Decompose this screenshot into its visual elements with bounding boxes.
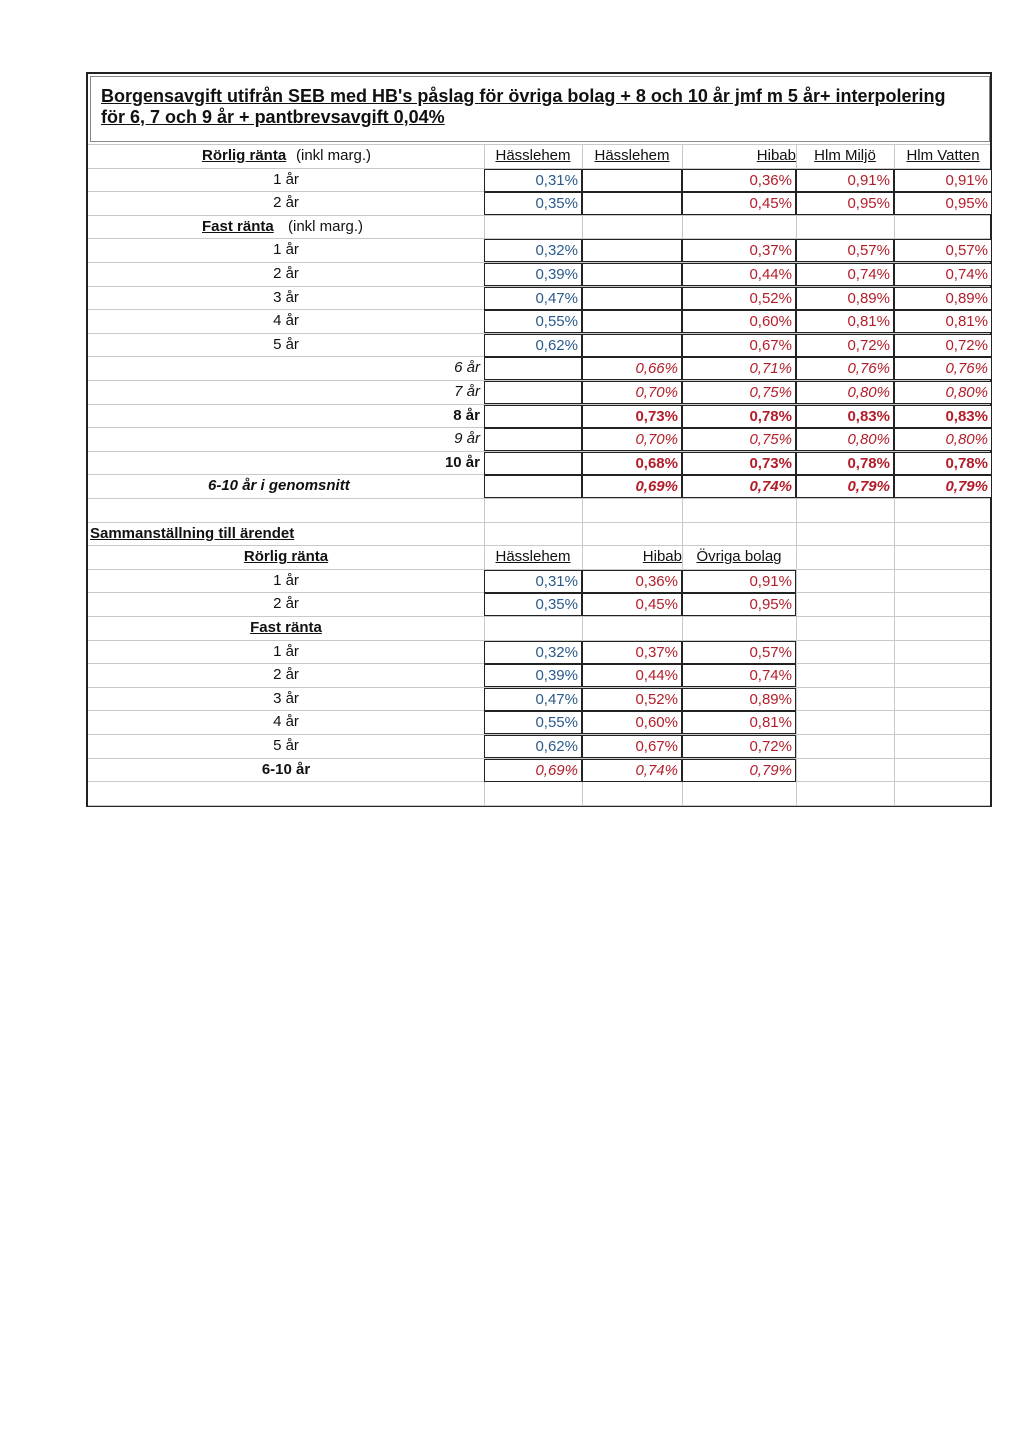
value-cell: 0,39% [484,664,582,687]
value-cell: 0,80% [796,381,894,404]
value-cell: 0,32% [484,239,582,262]
value-cell: 0,95% [796,192,894,215]
value-cell: 0,91% [682,570,796,593]
period-label: 4 år [273,713,299,731]
value-cell: 0,52% [582,688,682,711]
value-cell: 0,44% [582,664,682,687]
value-cell [484,357,582,380]
value-cell: 0,95% [682,593,796,616]
column-header: Hibab [756,147,796,164]
fast-ranta-label: Fast ränta [250,619,322,636]
period-label: 8 år [453,406,480,424]
value-cell [582,287,682,310]
value-cell: 0,72% [894,334,992,357]
value-cell [582,310,682,333]
value-cell [582,334,682,357]
value-cell: 0,74% [894,263,992,286]
value-cell: 0,73% [582,405,682,428]
period-label: 1 år [273,642,299,660]
value-cell [582,169,682,192]
column-header: Hibab [642,548,682,566]
fast-note: (inkl marg.) [288,217,364,235]
value-cell: 0,36% [682,169,796,192]
value-cell [582,192,682,215]
period-label: 3 år [273,689,299,707]
value-cell: 0,79% [894,475,992,498]
column-header: Hässlehem [594,147,670,164]
value-cell: 0,67% [582,735,682,758]
value-cell: 0,71% [682,357,796,380]
summary-heading: Sammanställning till ärendet [90,524,295,542]
value-cell: 0,83% [796,405,894,428]
value-cell: 0,70% [582,381,682,404]
value-cell: 0,81% [894,310,992,333]
value-cell: 0,74% [682,664,796,687]
period-label: 1 år [273,170,299,188]
value-cell: 0,73% [682,452,796,475]
value-cell: 0,95% [894,192,992,215]
period-label: 2 år [273,265,299,282]
value-cell: 0,72% [682,735,796,758]
period-label: 10 år [444,453,480,471]
value-cell: 0,47% [484,688,582,711]
value-cell: 0,74% [582,759,682,782]
rorlig-ranta-label: Rörlig ränta [202,147,287,164]
period-label: 1 år [273,571,299,589]
value-cell: 0,80% [894,428,992,451]
value-cell: 0,57% [796,239,894,262]
period-label: 5 år [273,737,299,754]
value-cell: 0,32% [484,641,582,664]
period-label: 2 år [273,595,299,613]
value-cell: 0,81% [796,310,894,333]
document-title: Borgensavgift utifrån SEB med HB's påslag för övriga bolag + 8 och 10 år jmf m 5 år+ interpolering för 6, 7 och 9 år + pantbrevsavgift 0,04% [101,86,946,127]
period-label: 6 år [454,359,480,377]
rorlig-note: (inkl marg.) [296,147,372,164]
value-cell: 0,79% [682,759,796,782]
value-cell: 0,89% [682,688,796,711]
value-cell: 0,89% [796,287,894,310]
value-cell: 0,60% [582,711,682,734]
value-cell: 0,91% [894,169,992,192]
value-cell: 0,47% [484,287,582,310]
average-label: 6-10 år [261,760,311,778]
value-cell: 0,62% [484,334,582,357]
period-label: 1 år [273,241,299,259]
value-cell: 0,78% [682,405,796,428]
value-cell: 0,70% [582,428,682,451]
period-label: 2 år [273,194,299,212]
value-cell: 0,80% [894,381,992,404]
value-cell: 0,78% [796,452,894,475]
value-cell: 0,31% [484,570,582,593]
value-cell: 0,44% [682,263,796,286]
value-cell: 0,62% [484,735,582,758]
fast-ranta-label: Fast ränta [202,217,274,235]
rorlig-ranta-label: Rörlig ränta [243,548,329,566]
value-cell: 0,91% [796,169,894,192]
value-cell: 0,60% [682,310,796,333]
value-cell [582,239,682,262]
value-cell: 0,37% [582,641,682,664]
value-cell: 0,83% [894,405,992,428]
column-header: Hässlehem [495,548,571,566]
value-cell: 0,69% [484,759,582,782]
value-cell: 0,35% [484,192,582,215]
value-cell: 0,72% [796,334,894,357]
value-cell: 0,57% [894,239,992,262]
column-header: Övriga bolag [696,548,782,566]
period-label: 2 år [273,666,299,684]
period-label: 4 år [273,312,299,330]
value-cell: 0,45% [682,192,796,215]
period-label: 9 år [454,430,480,448]
value-cell: 0,31% [484,169,582,192]
value-cell: 0,52% [682,287,796,310]
value-cell: 0,78% [894,452,992,475]
value-cell [484,475,582,498]
value-cell: 0,76% [796,357,894,380]
value-cell: 0,74% [796,263,894,286]
value-cell: 0,74% [682,475,796,498]
value-cell: 0,76% [894,357,992,380]
column-header: Hässlehem [495,147,571,164]
value-cell [484,428,582,451]
column-header: Hlm Vatten [906,147,980,164]
value-cell: 0,55% [484,711,582,734]
value-cell [484,452,582,475]
period-label: 3 år [273,288,299,306]
value-cell: 0,89% [894,287,992,310]
value-cell: 0,35% [484,593,582,616]
value-cell: 0,81% [682,711,796,734]
period-label: 5 år [273,335,299,353]
gridline-horizontal [88,805,990,806]
value-cell: 0,68% [582,452,682,475]
value-cell [582,263,682,286]
value-cell: 0,55% [484,310,582,333]
value-cell: 0,67% [682,334,796,357]
value-cell: 0,66% [582,357,682,380]
value-cell: 0,36% [582,570,682,593]
value-cell: 0,75% [682,381,796,404]
average-label: 6-10 år i genomsnitt [208,477,350,495]
value-cell: 0,39% [484,263,582,286]
value-cell: 0,37% [682,239,796,262]
value-cell: 0,79% [796,475,894,498]
value-cell: 0,75% [682,428,796,451]
value-cell: 0,69% [582,475,682,498]
value-cell [484,405,582,428]
value-cell: 0,57% [682,641,796,664]
value-cell [484,381,582,404]
column-header: Hlm Miljö [814,147,876,164]
period-label: 7 år [454,383,480,400]
value-cell: 0,80% [796,428,894,451]
value-cell: 0,45% [582,593,682,616]
